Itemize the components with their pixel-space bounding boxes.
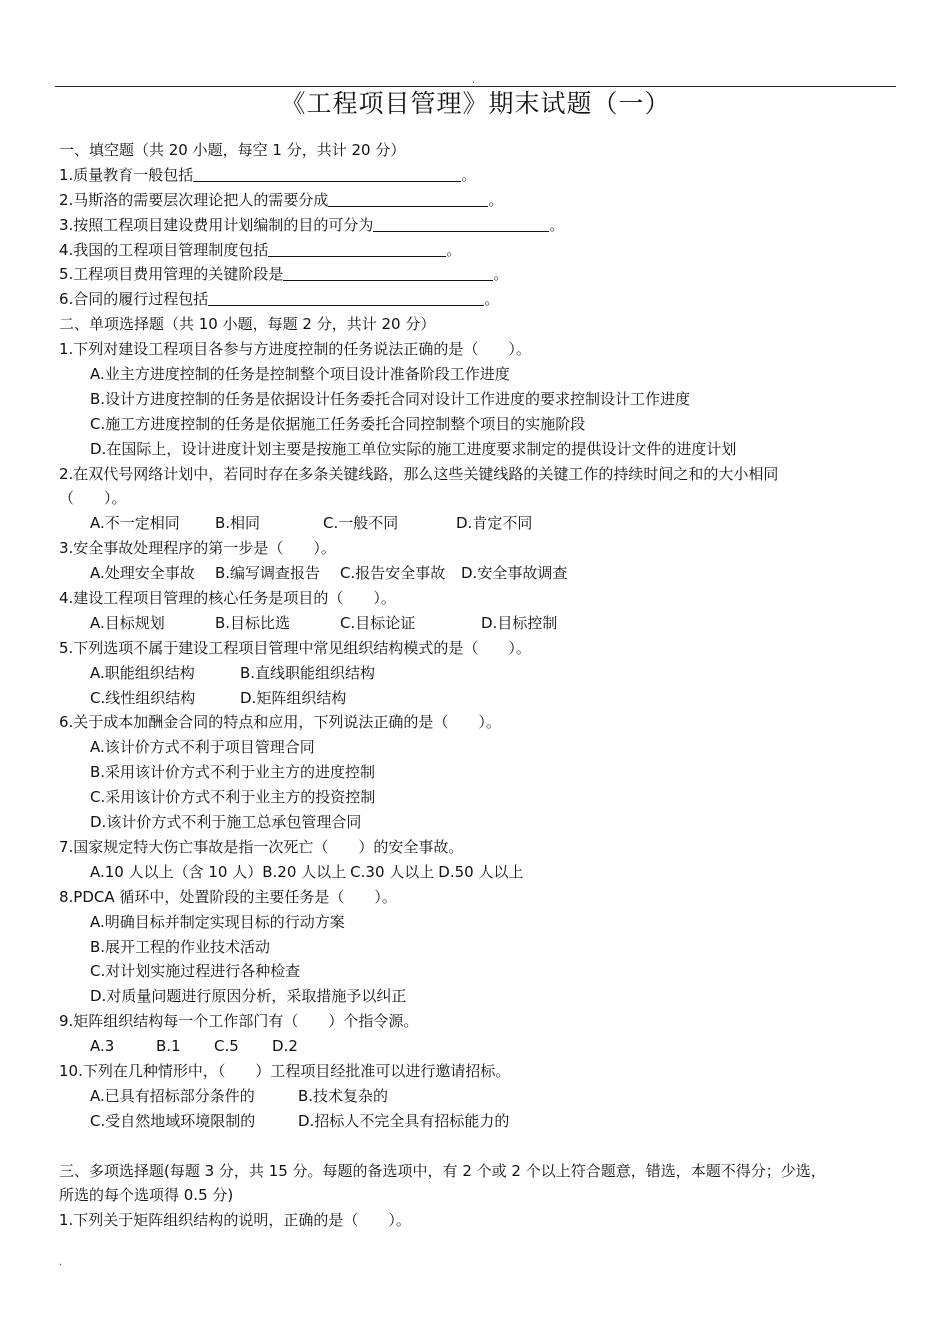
option-d[interactable]: D.肯定不同 [456, 514, 533, 533]
choice-question-4: 4.建设工程项目管理的核心任务是项目的（ ）。 [59, 589, 396, 608]
options-row [59, 1084, 899, 1109]
question-end: 。 [484, 290, 500, 309]
choice-question-2: 2.在双代号网络计划中，若同时存在多条关键线路，那么这些关键线路的关键工作的持续时间之和的大小相同 [59, 464, 779, 483]
answer-blank[interactable] [208, 288, 484, 306]
header-rule [55, 86, 896, 87]
option-a[interactable]: A.10 人以上（含 10 人） [90, 862, 263, 881]
question-end: 。 [488, 190, 504, 209]
option-a[interactable]: A.处理安全事故 [90, 564, 195, 583]
option-c[interactable]: C.30 人以上 [350, 862, 435, 881]
option-c[interactable]: C.采用该计价方式不利于业主方的投资控制 [90, 788, 376, 807]
option-d[interactable]: D.目标控制 [481, 613, 558, 632]
option-b[interactable]: B.目标比选 [215, 613, 291, 632]
question-text: 6.合同的履行过程包括 [59, 290, 209, 309]
options-row [59, 860, 899, 885]
page-title: 《工程项目管理》期末试题（一） [280, 89, 671, 118]
option-c[interactable]: C.5 [214, 1037, 239, 1056]
fill-question-6 [59, 287, 899, 312]
option-b[interactable]: B.采用该计价方式不利于业主方的进度控制 [90, 763, 376, 782]
options-row [59, 1109, 899, 1134]
question-end: 。 [493, 265, 509, 284]
fill-question-4 [59, 238, 899, 263]
option-b[interactable]: B.1 [156, 1037, 181, 1056]
section-heading-multi-choice-cont: 所选的每个选项得 0.5 分) [59, 1186, 234, 1205]
option-d[interactable]: D.2 [272, 1037, 298, 1056]
option-a[interactable]: A.不一定相同 [90, 514, 180, 533]
answer-blank[interactable] [328, 189, 488, 207]
multi-question-1: 1.下列关于矩阵组织结构的说明，正确的是（ ）。 [59, 1211, 411, 1230]
exam-content [59, 138, 899, 1233]
choice-question-3: 3.安全事故处理程序的第一步是（ ）。 [59, 539, 336, 558]
options-row [59, 511, 899, 536]
option-d[interactable]: D.安全事故调查 [461, 564, 568, 583]
options-row [59, 1034, 899, 1059]
footer-dot: . [59, 1257, 63, 1268]
options-row [59, 561, 899, 586]
fill-question-1 [59, 163, 899, 188]
options-row [59, 661, 899, 686]
question-end: 。 [461, 165, 477, 184]
option-d[interactable]: D.在国际上，设计进度计划主要是按施工单位实际的施工进度要求制定的提供设计文件的进度计划 [90, 439, 737, 458]
spacer [59, 1134, 899, 1159]
option-b[interactable]: B.展开工程的作业技术活动 [90, 937, 271, 956]
choice-question-7: 7.国家规定特大伤亡事故是指一次死亡（ ）的安全事故。 [59, 837, 464, 856]
option-d[interactable]: D.该计价方式不利于施工总承包管理合同 [90, 813, 362, 832]
option-b[interactable]: B.直线职能组织结构 [240, 663, 376, 682]
option-a[interactable]: A.明确目标并制定实现目标的行动方案 [90, 912, 345, 931]
option-d[interactable]: D.招标人不完全具有招标能力的 [298, 1111, 510, 1130]
choice-question-10: 10.下列在几种情形中，（ ）工程项目经批准可以进行邀请招标。 [59, 1061, 511, 1080]
option-a[interactable]: A.已具有招标部分条件的 [90, 1086, 255, 1105]
option-c[interactable]: C.对计划实施过程进行各种检查 [90, 962, 301, 981]
answer-blank[interactable] [193, 164, 461, 182]
choice-question-5: 5.下列选项不属于建设工程项目管理中常见组织结构模式的是（ ）。 [59, 638, 531, 657]
option-b[interactable]: B.技术复杂的 [298, 1086, 389, 1105]
section-heading-multi-choice: 三、多项选择题(每题 3 分，共 15 分。每题的备选项中，有 2 个或 2 个以上符合题意，错选，本题不得分；少选， [59, 1161, 826, 1180]
option-a[interactable]: A.3 [90, 1037, 115, 1056]
choice-question-1: 1.下列对建设工程项目各参与方进度控制的任务说法正确的是（ ）。 [59, 340, 531, 359]
option-c[interactable]: C.受自然地域环境限制的 [90, 1111, 256, 1130]
fill-question-2 [59, 188, 899, 213]
choice-question-2-cont: （ ）。 [59, 489, 127, 508]
question-text: 2.马斯洛的需要层次理论把人的需要分成 [59, 190, 329, 209]
option-d[interactable]: D.对质量问题进行原因分析，采取措施予以纠正 [90, 987, 407, 1006]
option-b[interactable]: B.编写调查报告 [215, 564, 321, 583]
section-heading-fill-in: 一、填空题（共 20 小题，每空 1 分，共计 20 分） [59, 141, 406, 159]
answer-blank[interactable] [283, 263, 493, 281]
options-row [59, 611, 899, 636]
option-a[interactable]: A.该计价方式不利于项目管理合同 [90, 738, 315, 757]
option-a[interactable]: A.职能组织结构 [90, 663, 195, 682]
option-c[interactable]: C.施工方进度控制的任务是依据施工任务委托合同控制整个项目的实施阶段 [90, 414, 586, 433]
option-c[interactable]: C.报告安全事故 [340, 564, 446, 583]
question-text: 1.质量教育一般包括 [59, 165, 194, 184]
question-end: 。 [446, 240, 462, 259]
answer-blank[interactable] [268, 239, 446, 257]
option-c[interactable]: C.一般不同 [323, 514, 399, 533]
fill-question-3 [59, 213, 899, 238]
choice-question-9: 9.矩阵组织结构每一个工作部门有（ ）个指令源。 [59, 1012, 419, 1031]
header-dot: . [472, 75, 476, 86]
question-text: 5.工程项目费用管理的关键阶段是 [59, 265, 284, 284]
options-row [59, 686, 899, 711]
option-d[interactable]: D.矩阵组织结构 [240, 688, 347, 707]
section-heading-single-choice: 二、单项选择题（共 10 小题，每题 2 分，共计 20 分） [59, 315, 436, 334]
answer-blank[interactable] [373, 214, 549, 232]
option-d[interactable]: D.50 人以上 [438, 862, 524, 881]
option-b[interactable]: B.相同 [215, 514, 261, 533]
choice-question-8: 8.PDCA 循环中，处置阶段的主要任务是（ ）。 [59, 887, 397, 906]
fill-question-5 [59, 262, 899, 287]
choice-question-6: 6.关于成本加酬金合同的特点和应用，下列说法正确的是（ ）。 [59, 713, 501, 732]
question-text: 3.按照工程项目建设费用计划编制的目的可分为 [59, 215, 374, 234]
option-b[interactable]: B.20 人以上 [262, 862, 347, 881]
question-end: 。 [549, 215, 565, 234]
option-b[interactable]: B.设计方进度控制的任务是依据设计任务委托合同对设计工作进度的要求控制设计工作进度 [90, 389, 691, 408]
question-text: 4.我国的工程项目管理制度包括 [59, 240, 269, 259]
option-a[interactable]: A.业主方进度控制的任务是控制整个项目设计准备阶段工作进度 [90, 365, 510, 384]
option-c[interactable]: C.目标论证 [340, 613, 416, 632]
option-a[interactable]: A.目标规划 [90, 613, 165, 632]
option-c[interactable]: C.线性组织结构 [90, 688, 196, 707]
